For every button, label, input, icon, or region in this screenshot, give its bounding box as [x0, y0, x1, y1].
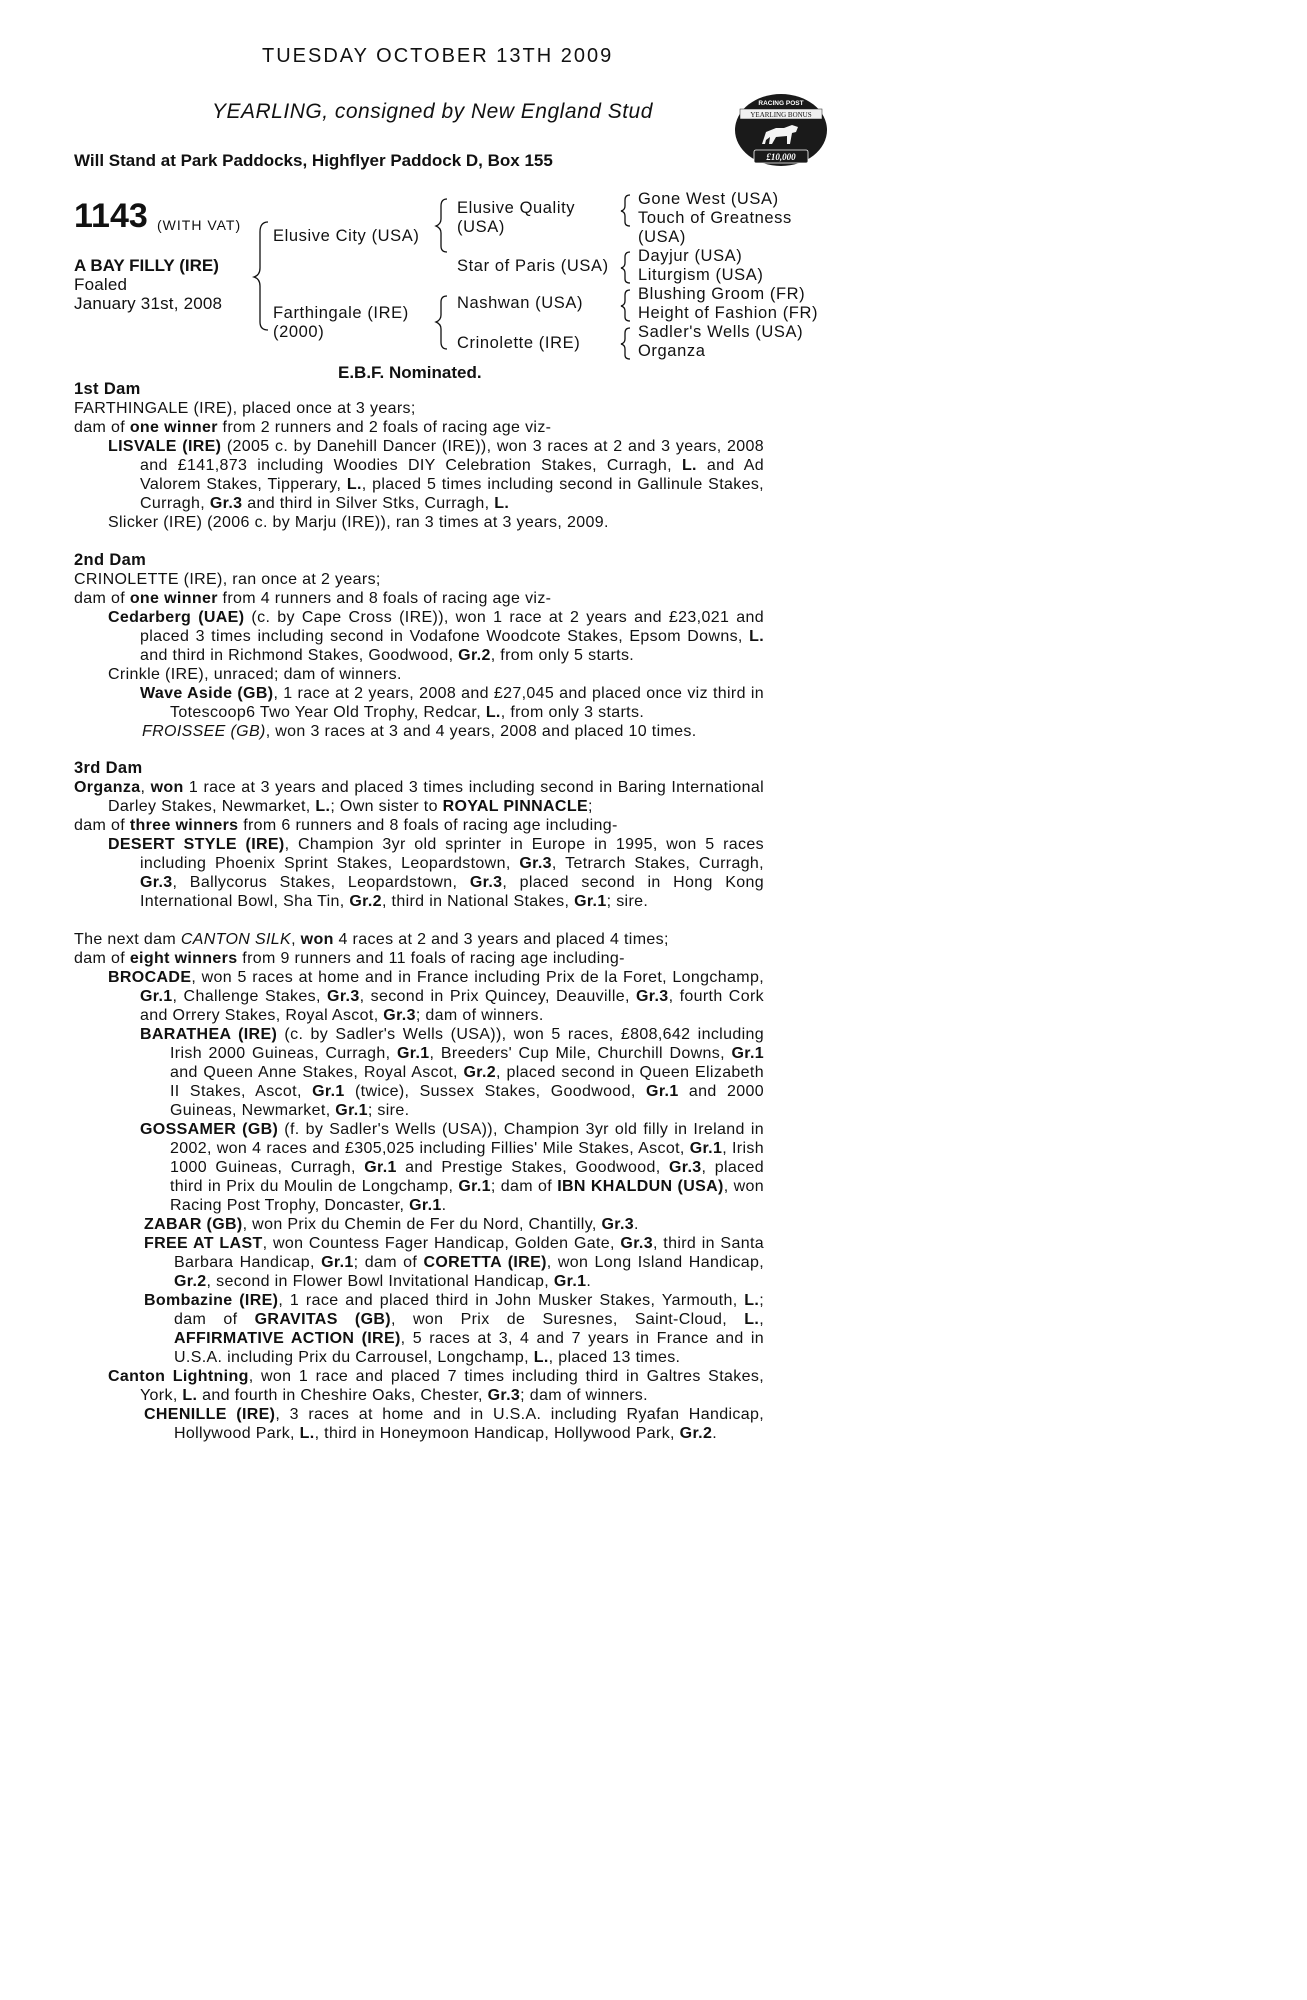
third-dam-title: 3rd Dam [74, 759, 143, 777]
entry-zabar: ZABAR (GB), won Prix du Chemin de Fer du Nord, Chantilly, Gr.3. [144, 1216, 639, 1233]
brace-g1 [621, 195, 630, 226]
entry-chenille: CHENILLE (IRE), 3 races at home and in U.S.A. including Ryafan Handicap, Hollywood Park, L., third in Honeymoon Handicap, Hollywood Park, Gr.2. [144, 1406, 764, 1442]
pedigree-g2-line1: Touch of Greatness [638, 209, 792, 227]
pedigree-sire-sire [457, 199, 575, 237]
brace-level1 [254, 222, 268, 330]
entry-gossamer: GOSSAMER (GB) (f. by Sadler's Wells (USA)), Champion 3yr old filly in Ireland in 2002, won 4 races and £305,025 including Fillies' Mile Stakes, Ascot, Gr.1, Irish 1000 Guineas, Curragh, Gr.1 and Prestige Stakes, Goodwood, Gr.3, placed third in Prix du Moulin de Longchamp, Gr.1; dam of IBN KHALDUN (USA), won Racing Post Trophy, Doncaster, Gr.1. [140, 1121, 765, 1214]
foaled-date: January 31st, 2008 [74, 294, 223, 313]
horse-bombazine: Bombazine (IRE) [144, 1292, 279, 1309]
pedigree-dam-sire: Nashwan (USA) [457, 294, 584, 312]
third-dam-section [74, 759, 764, 911]
badge-ribbon-text: YEARLING BONUS [750, 111, 812, 119]
entry-free-at-last: FREE AT LAST, won Countess Fager Handicap, Golden Gate, Gr.3, third in Santa Barbara Handicap, Gr.1; dam of CORETTA (IRE), won Long Island Handicap, Gr.2, second in Flower Bowl Invitational Handicap, Gr.1. [144, 1235, 764, 1290]
pedigree-dam-year: (2000) [273, 323, 325, 341]
pedigree-g3: Dayjur (USA) [638, 247, 743, 265]
entry-desert-style: DESERT STYLE (IRE), Champion 3yr old sprinter in Europe in 1995, won 5 races including Phoenix Sprint Stakes, Leopardstown, Gr.3, Tetrarch Stakes, Curragh, Gr.3, Ballycorus Stakes, Leopardstown, Gr.3, placed second in Hong Kong International Bowl, Sha Tin, Gr.2, third in National Stakes, Gr.1; sire. [108, 836, 764, 910]
pedigree-dam-name: Farthingale (IRE) [273, 304, 409, 322]
ebf-nominated: E.B.F. Nominated. [338, 363, 482, 382]
foaled-label: Foaled [74, 275, 128, 294]
pedigree-g5: Blushing Groom (FR) [638, 285, 806, 303]
pedigree-g7: Sadler's Wells (USA) [638, 323, 804, 341]
entry-brocade: BROCADE, won 5 races at home and in France including Prix de la Foret, Longchamp, Gr.1, Challenge Stakes, Gr.3, second in Prix Quincey, Deauville, Gr.3, fourth Cork and Orrery Stakes, Royal Ascot, Gr.3; dam of winners. [108, 969, 764, 1024]
entry-lisvale: LISVALE (IRE) (2005 c. by Danehill Dancer (IRE)), won 3 races at 2 and 3 years, 2008 and £141,873 including Woodies DIY Celebration Stakes, Curragh, L. and Ad Valorem Stakes, Tipperary, L., placed 5 times including second in Gallinule Stakes, Curragh, Gr.3 and third in Silver Stks, Curragh, L. [108, 438, 764, 512]
brace-g4 [621, 328, 630, 359]
brace-g3 [621, 290, 630, 321]
pedigree-g8: Organza [638, 342, 706, 360]
pedigree-g2 [638, 209, 792, 247]
horse-lisvale: LISVALE (IRE) [108, 438, 222, 455]
next-dam-produce-line: dam of eight winners from 9 runners and 11 foals of racing age including- [74, 950, 625, 967]
pedigree-sire: Elusive City (USA) [273, 227, 420, 245]
entry-wave-aside: Wave Aside (GB), 1 race at 2 years, 2008 and £27,045 and placed once viz third in Totescoop6 Two Year Old Trophy, Redcar, L., from only 3 starts. [140, 685, 764, 721]
pedigree-ss-line1: Elusive Quality [457, 199, 576, 217]
sale-date: TUESDAY OCTOBER 13TH 2009 [262, 45, 614, 67]
pedigree-g6: Height of Fashion (FR) [638, 304, 819, 322]
horse-desert-style: DESERT STYLE (IRE) [108, 836, 285, 853]
stand-location: Will Stand at Park Paddocks, Highflyer Paddock D, Box 155 [74, 151, 553, 170]
third-dam-produce-line: dam of three winners from 6 runners and 8 foals of racing age including- [74, 817, 618, 834]
brace-level2-top [436, 199, 447, 252]
horse-zabar: ZABAR (GB) [144, 1216, 243, 1233]
pedigree-ss-line2: (USA) [457, 218, 505, 236]
first-dam-produce-line: dam of one winner from 2 runners and 2 foals of racing age viz- [74, 419, 552, 436]
lot-vat-note: (WITH VAT) [157, 217, 242, 233]
consignment-line: YEARLING, consigned by New England Stud [212, 100, 653, 123]
first-dam-line: FARTHINGALE (IRE), placed once at 3 years; [74, 400, 416, 417]
pedigree-g2-line2: (USA) [638, 228, 686, 246]
pedigree-g1: Gone West (USA) [638, 190, 779, 208]
next-dam-line: The next dam CANTON SILK, won 4 races at 2 and 3 years and placed 4 times; [74, 931, 669, 948]
pedigree-g4: Liturgism (USA) [638, 266, 764, 284]
second-dam-produce-line: dam of one winner from 4 runners and 8 foals of racing age viz- [74, 590, 552, 607]
lot-description: A BAY FILLY (IRE) [74, 256, 219, 275]
horse-wave-aside: Wave Aside (GB) [140, 685, 274, 702]
second-dam-title: 2nd Dam [74, 551, 147, 569]
entry-slicker: Slicker (IRE) (2006 c. by Marju (IRE)), ran 3 times at 3 years, 2009. [108, 514, 609, 531]
entry-barathea: BARATHEA (IRE) (c. by Sadler's Wells (USA)), won 5 races, £808,642 including Irish 2000 Guineas, Curragh, Gr.1, Breeders' Cup Mile, Churchill Downs, Gr.1 and Queen Anne Stakes, Royal Ascot, Gr.2, placed second in Queen Elizabeth II Stakes, Ascot, Gr.1 (twice), Sussex Stakes, Goodwood, Gr.1 and 2000 Guineas, Newmarket, Gr.1; sire. [140, 1026, 764, 1119]
lot-number: 1143 [74, 197, 148, 235]
horse-chenille: CHENILLE (IRE) [144, 1406, 276, 1423]
second-dam-line: CRINOLETTE (IRE), ran once at 2 years; [74, 571, 381, 588]
horse-gossamer: GOSSAMER (GB) [140, 1121, 279, 1138]
horse-free-at-last: FREE AT LAST [144, 1235, 263, 1252]
brace-level2-bottom [436, 296, 447, 349]
third-dam-line: Organza, won 1 race at 3 years and placed 3 times including second in Baring International Darley Stakes, Newmarket, L.; Own sister to ROYAL PINNACLE; [74, 779, 764, 815]
horse-brocade: BROCADE [108, 969, 192, 986]
horse-froissee: FROISSEE (GB) [142, 723, 266, 740]
entry-froissee: FROISSEE (GB), won 3 races at 3 and 4 years, 2008 and placed 10 times. [142, 723, 697, 740]
brace-g2 [621, 252, 630, 283]
first-dam-section [74, 380, 764, 532]
horse-organza: Organza [74, 779, 141, 796]
pedigree-dam-dam: Crinolette (IRE) [457, 334, 581, 352]
badge-amount: £10,000 [766, 152, 796, 162]
next-dam-section [74, 930, 764, 1443]
horse-cedarberg: Cedarberg (UAE) [108, 609, 245, 626]
badge-top-text: RACING POST [758, 100, 804, 107]
entry-bombazine: Bombazine (IRE), 1 race and placed third in John Musker Stakes, Yarmouth, L.; dam of GRAVITAS (GB), won Prix de Suresnes, Saint-Cloud, L., AFFIRMATIVE ACTION (IRE), 5 races at 3, 4 and 7 years in France and in U.S.A. including Prix du Carrousel, Longchamp, L., placed 13 times. [144, 1292, 764, 1366]
first-dam-title: 1st Dam [74, 380, 141, 398]
entry-cedarberg: Cedarberg (UAE) (c. by Cape Cross (IRE)), won 1 race at 2 years and £23,021 and placed 3 times including second in Vodafone Woodcote Stakes, Epsom Downs, L. and third in Richmond Stakes, Goodwood, Gr.2, from only 5 starts. [108, 609, 764, 664]
pedigree-sire-dam: Star of Paris (USA) [457, 257, 609, 275]
entry-crinkle: Crinkle (IRE), unraced; dam of winners. [108, 666, 402, 683]
horse-canton-silk: CANTON SILK [180, 931, 292, 948]
horse-barathea: BARATHEA (IRE) [140, 1026, 278, 1043]
entry-canton-lightning: Canton Lightning, won 1 race and placed 7 times including third in Galtres Stakes, York, L. and fourth in Cheshire Oaks, Chester, Gr.3; dam of winners. [108, 1368, 764, 1404]
pedigree-dam [273, 304, 409, 342]
second-dam-section [74, 551, 764, 741]
horse-canton-lightning: Canton Lightning [108, 1368, 249, 1385]
